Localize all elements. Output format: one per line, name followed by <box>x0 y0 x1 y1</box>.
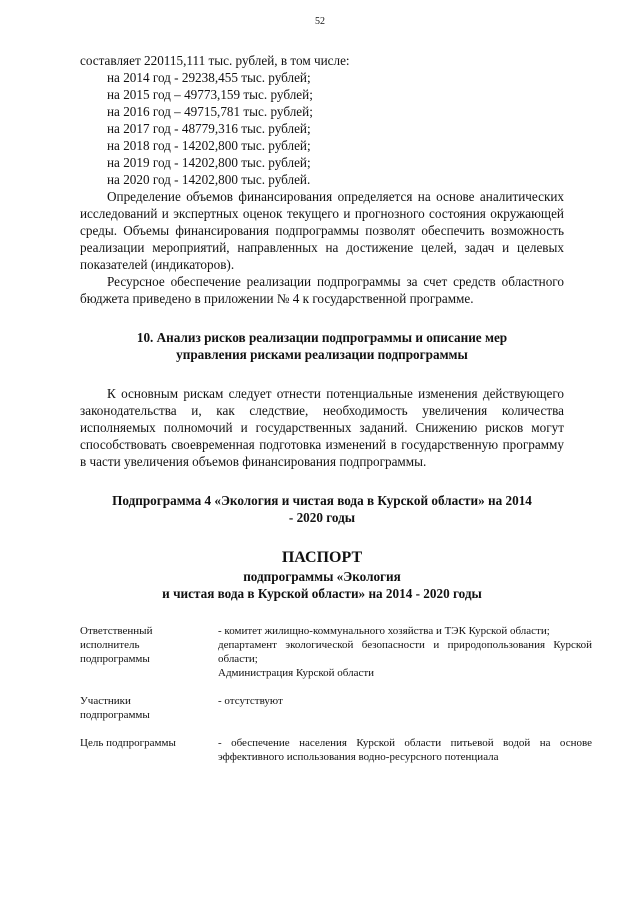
passport-value: - комитет жилищно-коммунального хозяйства и ТЭК Курской области; департамент экологической безопасности и природопользования Курской области; Администрация Курской области <box>218 625 592 679</box>
passport-subtitle-line2: и чистая вода в Курской области» на 2014 - 2020 годы <box>162 586 482 601</box>
resource-paragraph: Ресурсное обеспечение реализации подпрограммы за счет средств областного бюджета приведено в приложении № 4 к государственной программе. <box>80 274 564 306</box>
subprogram4-heading-line2: - 2020 годы <box>288 510 356 525</box>
passport-label: Участники подпрограммы <box>80 695 150 721</box>
funding-paragraph: Определение объемов финансирования определяется на основе аналитических исследований и экспертных оценок текущего и прогнозного состояния окружающей среды. Объемы финансирования подпрограммы позволят обеспечить возможность реализации мероприятий, направленных на достижение целей, задач и целевых показателей (индикаторов). <box>80 189 564 272</box>
funding-year-2015: на 2015 год – 49773,159 тыс. рублей; <box>107 87 313 102</box>
passport-value: - обеспечение населения Курской области питьевой водой на основе эффективного использования водно-ресурсного потенциала <box>218 737 592 763</box>
passport-subtitle-line1: подпрограммы «Экология <box>243 569 401 584</box>
funding-year-2018: на 2018 год - 14202,800 тыс. рублей; <box>107 138 311 153</box>
funding-year-2016: на 2016 год – 49715,781 тыс. рублей; <box>107 104 313 119</box>
section10-heading-line1: 10. Анализ рисков реализации подпрограммы и описание мер <box>136 330 508 345</box>
risks-paragraph: К основным рискам следует отнести потенциальные изменения действующего законодательства и, как следствие, необходимость увеличения количества исполняемых полномочий и государственных заданий. Снижению рисков могут способствовать своевременная подготовка изменений в государственную программу в части увеличения объемов финансирования подпрограммы. <box>80 386 564 469</box>
funding-year-2020: на 2020 год - 14202,800 тыс. рублей. <box>107 172 311 187</box>
passport-row-executor <box>80 624 592 680</box>
passport-table <box>80 624 592 764</box>
funding-year-2017: на 2017 год - 48779,316 тыс. рублей; <box>107 121 311 136</box>
passport-label: Ответственный исполнитель подпрограммы <box>80 625 153 665</box>
page-number: 52 <box>315 16 325 27</box>
passport-label: Цель подпрограммы <box>80 737 176 749</box>
funding-intro: составляет 220115,111 тыс. рублей, в том числе: <box>80 53 350 68</box>
passport-title: ПАСПОРТ <box>281 549 363 566</box>
passport-row-goal <box>80 736 592 764</box>
subprogram4-heading-line1: Подпрограмма 4 «Экология и чистая вода в Курской области» на 2014 <box>112 493 532 508</box>
passport-value: - отсутствуют <box>218 695 283 707</box>
section10-heading-line2: управления рисками реализации подпрограммы <box>176 347 468 362</box>
passport-row-participants <box>80 694 592 722</box>
funding-year-2019: на 2019 год - 14202,800 тыс. рублей; <box>107 155 311 170</box>
funding-year-2014: на 2014 год - 29238,455 тыс. рублей; <box>107 70 311 85</box>
document-body <box>80 52 592 764</box>
